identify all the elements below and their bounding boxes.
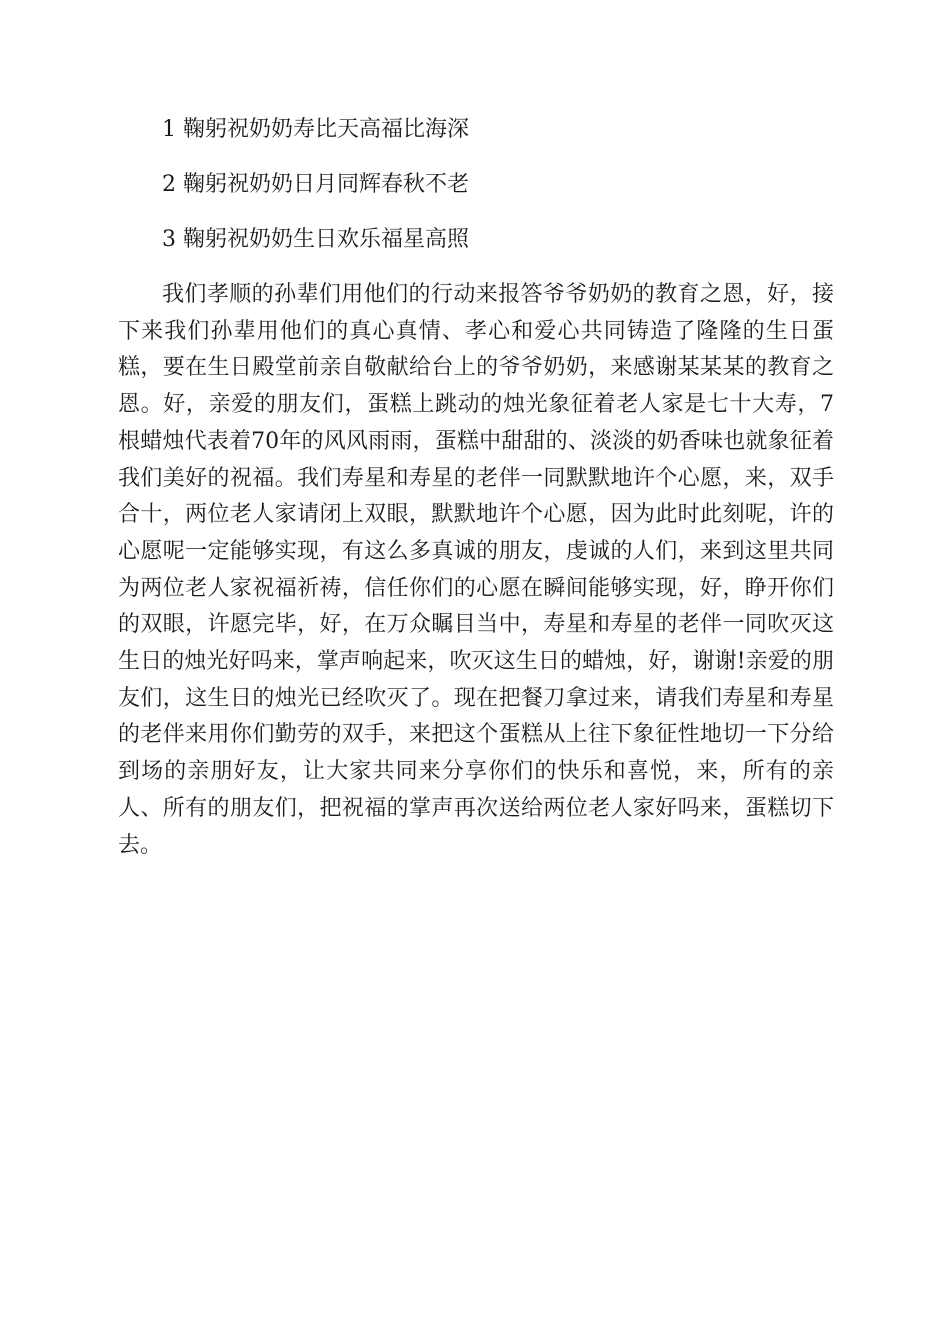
blessing-item-3: 3 鞠躬祝奶奶生日欢乐福星高照 [162,227,469,252]
blessing-item-2: 2 鞠躬祝奶奶日月同辉春秋不老 [162,172,469,197]
ceremony-paragraph: 我们孝顺的孙辈们用他们的行动来报答爷爷奶奶的教育之恩，好，接下来我们孙辈用他们的真心真情、孝心和爱心共同铸造了隆隆的生日蛋糕，要在生日殿堂前亲自敬献给台上的爷爷奶奶，来感谢某某某的教育之恩。好，亲爱的朋友们，蛋糕上跳动的烛光象征着老人家是七十大寿，7根蜡烛代表着70年的风风雨雨，蛋糕中甜甜的、淡淡的奶香味也就象征着我们美好的祝福。我们寿星和寿星的老伴一同默默地许个心愿，来，双手合十，两位老人家请闭上双眼，默默地许个心愿，因为此时此刻呢，许的心愿呢一定能够实现，有这么多真诚的朋友，虔诚的人们，来到这里共同为两位老人家祝福祈祷，信任你们的心愿在瞬间能够实现，好，睁开你们的双眼，许愿完毕，好，在万众瞩目当中，寿星和寿星的老伴一同吹灭这生日的烛光好吗来，掌声响起来，吹灭这生日的蜡烛，好，谢谢!亲爱的朋友们，这生日的烛光已经吹灭了。现在把餐刀拿过来，请我们寿星和寿星的老伴来用你们勤劳的双手，来把这个蛋糕从上往下象征性地切一下分给到场的亲朋好友，让大家共同来分享你们的快乐和喜悦，来，所有的亲人、所有的朋友们，把祝福的掌声再次送给两位老人家好吗来，蛋糕切下去。 [118,282,834,858]
blessing-item-1: 1 鞠躬祝奶奶寿比天高福比海深 [162,117,469,142]
document-body [118,112,834,864]
